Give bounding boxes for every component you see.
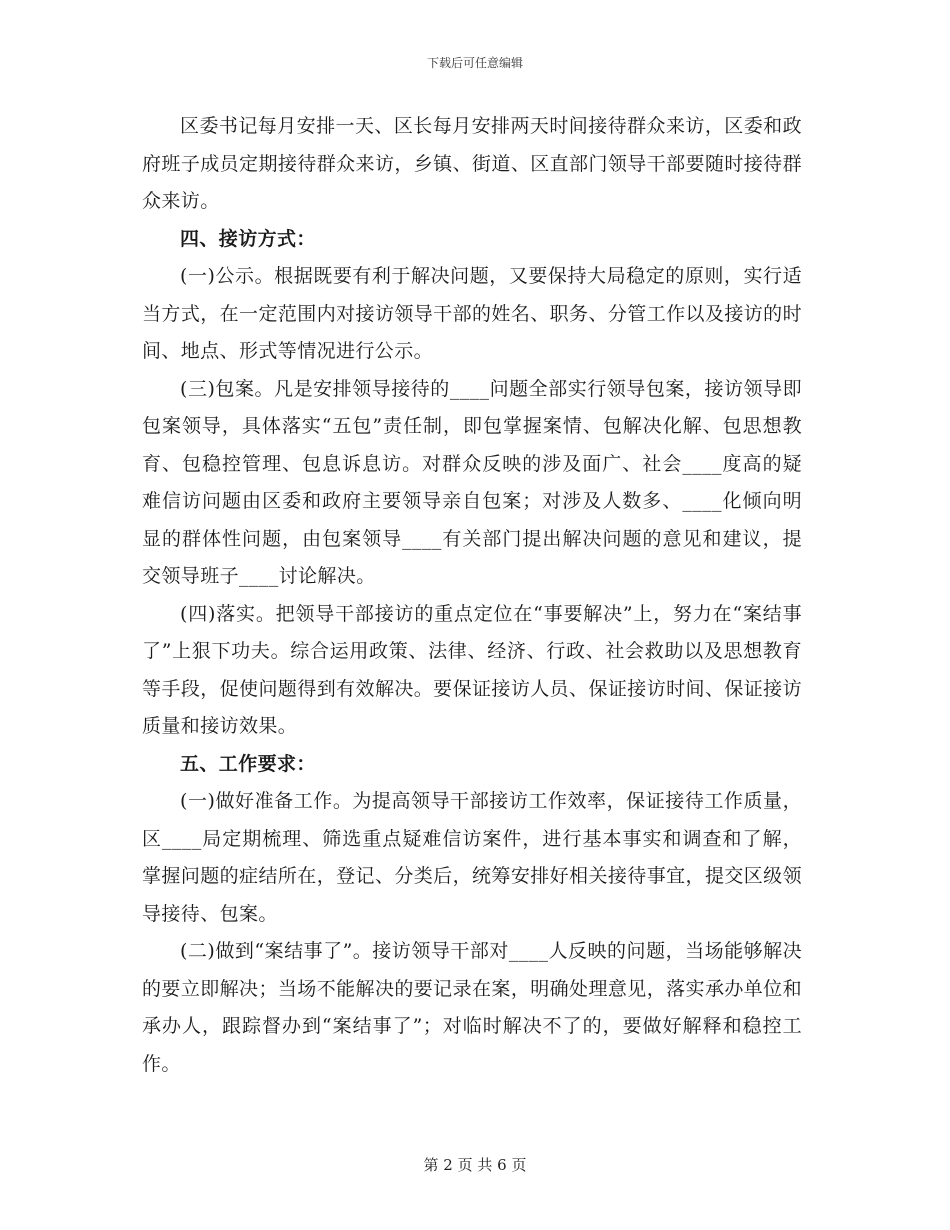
document-body <box>142 108 802 1083</box>
section-heading-reception-methods: 四、接访方式： <box>180 227 316 250</box>
page-header: 下载后可任意编辑 <box>426 56 523 70</box>
paragraph-reception-schedule: 区委书记每月安排一天、区长每月安排两天时间接待群众来访，区委和政府班子成员定期接待群众来访，乡镇、街道、区直部门领导干部要随时接待群众来访。 <box>142 115 802 212</box>
paragraph-case-responsibility: (三)包案。凡是安排领导接待的____问题全部实行领导包案，接访领导即包案领导，具体落实“五包”责任制，即包掌握案情、包解决化解、包思想教育、包稳控管理、包息诉息访。对群众反映的涉及面广、社会____度高的疑难信访问题由区委和政府主要领导亲自包案；对涉及人数多、____化倾向明显的群体性问题，由包案领导____有关部门提出解决问题的意见和建议，提交领导班子____讨论解决。 <box>142 377 802 587</box>
section-heading-work-requirements: 五、工作要求： <box>180 752 316 775</box>
page-number: 第 2 页 共 6 页 <box>423 1156 527 1174</box>
paragraph-preparation: (一)做好准备工作。为提高领导干部接访工作效率，保证接待工作质量，区____局定期梳理、筛选重点疑难信访案件，进行基本事实和调查和了解，掌握问题的症结所在，登记、分类后，统筹安排好相关接待事宜，提交区级领导接待、包案。 <box>142 790 802 925</box>
paragraph-publicity: (一)公示。根据既要有利于解决问题，又要保持大局稳定的原则，实行适当方式，在一定范围内对接访领导干部的姓名、职务、分管工作以及接访的时间、地点、形式等情况进行公示。 <box>142 265 802 362</box>
paragraph-case-closure: (二)做到“案结事了”。接访领导干部对____人反映的问题，当场能够解决的要立即解决；当场不能解决的要记录在案，明确处理意见，落实承办单位和承办人，跟踪督办到“案结事了”；对临时解决不了的，要做好解释和稳控工作。 <box>142 940 802 1075</box>
paragraph-implementation: (四)落实。把领导干部接访的重点定位在“事要解决”上，努力在“案结事了”上狠下功夫。综合运用政策、法律、经济、行政、社会救助以及思想教育等手段，促使问题得到有效解决。要保证接访人员、保证接访时间、保证接访质量和接访效果。 <box>142 602 802 737</box>
